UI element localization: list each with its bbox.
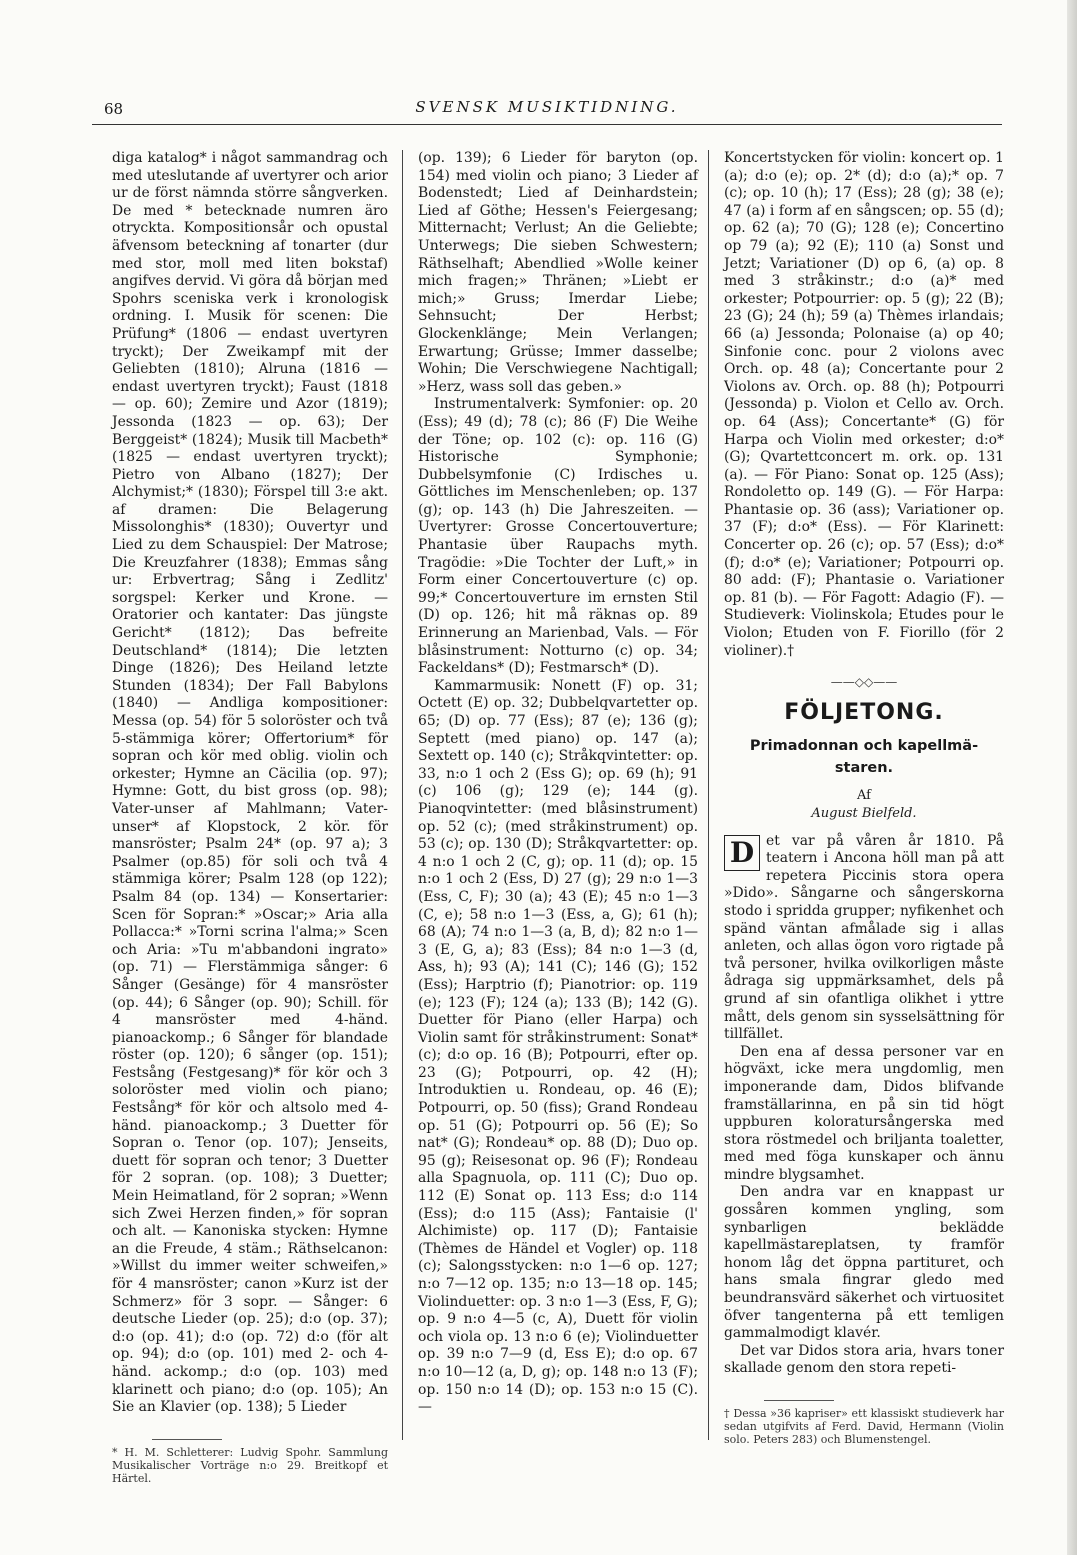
column-2 [418,150,698,1450]
col2-text: (op. 139); 6 Lieder för baryton (op. 154) med violin och piano; 3 Lieder af Bodenstedt; Lied af Deinhardstein; Lied af Göthe; Hessen's Feiergesang; Mitternacht; Verlust; An die Geliebte; Unterwegs; Die sieben Schwestern; Räthselhaft; Abendlied »Wolle keiner mich fragen;» Thränen; »Liebt er mich;» Gruss; Imerdar Liebe; Sehnsucht; Der Herbst; Glockenklänge; Mein Verlangen; Erwartung; Grüsse; Immer dasselbe; Wohin; Die Verschwiegene Nachtigall; »Herz, wass soll das geben.» [418,150,698,395]
page-number: 68 [104,100,124,118]
footnote-rule [152,1439,222,1440]
story-title-line2: staren. [834,760,894,777]
story-paragraph-2: Den ena af dessa personer var en högväxt, icke mera ungdomlig, men imponerande dam, Didos blifvande framställarinna, en på sin tid högt uppburen koloratursångerska med stora röstmedel och briljanta toaletter, med med föga kunskaper och ännu mindre blygsamhet. [724,1043,1004,1183]
col2-instrumental: Instrumentalverk: Symfonier: op. 20 (Ess); 49 (d); 78 (c); 86 (F) Die Weihe der Töne; op. 102 (c): op. 116 (G) Historische Symphonie; Dubbelsymfonie (C) Irdisches u. Göttliches im Menschenleben; op. 137 (g); op. 143 (h) Die Jahreszeiten. — Uvertyrer: Grosse Concertouverture; Phantasie über Raupachs myth. Tragödie: »Die Tochter der Luft,» in Form einer Concertouverture (c) op. 99;* Concertouverture im ernsten Stil (D) op. 126; hit må räknas op. 89 Erinnerung an Marienbad, Vals. — För blåsinstrument: Notturno (c) op. 34; Fackeldans* (D); Festmarsch* (D). [418,396,698,677]
col1-text: diga katalog* i något sammandrag och med uteslutande af uvertyrer och arior ur de först nämnda större sångverken. De med * betecknade numren äro otryckta. Kompositionsår och opustal äfvensom beteckning af tonarter (dur med stor, moll med liten bokstaf) angifves dervid. Vi göra då början med Spohrs sceniska verk i kronologisk ordning. I. Musik för scenen: Die Prüfung* (1806 — endast uvertyren tryckt); Der Zweikampf mit der Geliebten (1810); Alruna (1816 — endast uvertyren tryckt); Faust (1818 — op. 60); Zemire und Azor (1819); Jessonda (1823 — op. 63); Der Berggeist* (1824); Musik till Macbeth* (1825 — endast uvertyren tryckt); Pietro von Albano (1827); Der Alchymist;* (1830); Förspel till 3:e akt. af dramen: Die Belagerung Missolonghis* (1830); Ouvertyr und Lied zu dem Schauspiel: Der Matrose; Die Kreuzfahrer (1838); Emmas sång ur: Erbvertrag; Sång i Zedlitz' sorgspel: Kerker und Krone. — Oratorier och kantater: Das jüngste Gericht* (1812); Das befreite Deutschland* (1814); Die letzten Dinge (1826); Des Heiland letzte Stunden (1834); Der Fall Babylons (1840) — Andliga kompositioner: Messa (op. 54) för 5 soloröster och två 5-stämmiga körer; Offertorium* för sopran och kör med oblig. violin och orkester; Hymne an Cäcilia (op. 97); Hymne: Gott, du bist gross (op. 98); Vater-unser af Mahlmann; Vater-unser* af Klopstock, 2 kör. för mansröster; Psalm 24* (op. 97 a); 3 Psalmer (op.85) för soli och två 4 stämmiga körer; Psalm 128 (op 122); Psalm 84 (op. 134) — Konsertarier: Scen för Sopran:* »Oscar;» Aria alla Pollacca:* »Torni scrina l'alma;» Scen och Aria: »Tu m'abbandoni ingrato» (op. 71) — Flerstämmiga sånger: 6 Sånger (Gesänge) för 4 mansröster (op. 44); 6 Sånger (op. 90); Schill. för 4 mansröster med 4-händ. pianoackomp.; 6 Sånger för blandade röster (op. 120); 6 sånger (op. 151); Festsång (Festgesang)* för kör och 3 soloröster med violin och piano; Festsång* för kör och altsolo med 4-händ. pianoackomp.; 3 Duetter för Sopran o. Tenor (op. 107); Jenseits, duett för sopran och tenor; 3 Duetter för 2 sopran. (op. 108); 3 Duetter; Mein Heimatland, för 2 sopran; »Wenn sich Zwei Herzen finden,» för sopran och alt. — Kanoniska stycken: Hymne an die Freude, 4 stäm.; Räthselcanon: »Willst du immer weiter schweifen,» för 4 mansröster; canon »Kurz ist der Schmerz» för 3 sopr. — Sånger: 6 deutsche Lieder (op. 25); d:o (op. 37); d:o (op. 41); d:o (op. 72) d:o (för alt op. 94); d:o (op. 101) med 2- och 4-händ. ackomp.; d:o (op. 103) med klarinett och piano; d:o (op. 105); An Sie an Klavier (op. 138); 5 Lieder [112,150,388,1416]
column-1 [112,150,388,1485]
column-rule-2 [708,150,709,1440]
page-edge [1067,0,1077,1555]
footnote-rule-3 [764,1400,834,1401]
drop-cap: D [724,835,760,871]
story-paragraph-4: Det var Didos stora aria, hvars toner skallade genom den stora repeti- [724,1342,1004,1377]
col3-text: Koncertstycken för violin: koncert op. 1 (a); d:o (e); op. 2* (d); d:o (a);* op. 7 (c); op. 10 (h); 17 (Ess); 28 (g); 38 (e); 47 (a) i form af en sångscen; op. 55 (d); op. 62 (a); 70 (G); 128 (e); Concertino op 79 (a); 92 (E); 110 (a) Sonst und Jetzt; Variationer (D) op 6, (a) op. 8 med 3 stråkinstr.; d:o (a)* med orkester; Potpourrier: op. 5 (g); 22 (B); 23 (G); 24 (h); 59 (a) Thèmes irlandais; 66 (a) Jessonda; Polonaise (a) op 40; Sinfonie conc. pour 2 violons avec Orch. op. 48 (a); Concertante pour 2 Violons av. Orch. op. 88 (h); Potpourri (Jessonda) p. Violon et Cello av. Orch. op. 64 (Ass); Concertante* (G) för Harpa och Violin med orkester; d:o* (G); Qvartettconcert m. ork. op. 131 (a). — För Piano: Sonat op. 125 (Ass); Rondoletto op. 149 (G). — För Harpa: Phantasie op. 36 (ass); Variationer op. 37 (F); d:o* (Ess). — För Klarinett: Concerter op. 26 (c); op. 57 (Ess); d:o* (f); d:o* (e); Variationer; Potpourri op. 80 add: (F); Phantasie o. Variationer op. 81 (b). — För Fagott: Adagio (F). — Studieverk: Violinskola; Etudes pour le Violon; Etuden von F. Fiorillo (för 2 violiner).† [724,150,1004,659]
story-p1-text: et var på våren år 1810. På teatern i Ancona höll man på att repetera Piccinis stora opera »Dido». Sångarne och sångerskorna stodo i spridda grupper; nyfikenhet och spänd väntan afmålade sig i allas anleten, och allas ögon voro rigtade på två personer, hvilka ovilkorligen måste ådraga sig uppmärksamhet, dels på grund af sin ofantliga olikhet i yttre mått, dels genom sin sysselsättning för tillfället. [724,832,1004,1043]
column-3 [724,150,1004,1450]
story-title [724,735,1004,779]
story-paragraph-3: Den andra var en knappast ur gossåren kommen yngling, som synbarligen beklädde kapellmästareplatsen, ty framför honom låg det öppna partituret, och hans smala fingrar gledo med beundransvärd säkerhet och virtuositet öfver tangenterna på ett temligen gammalmodigt klavér. [724,1184,1004,1342]
byline-author: August Bielfeld. [811,806,917,821]
ornament-divider: ——◇◇—— [830,675,898,690]
feuilleton-heading: FÖLJETONG. [784,699,944,725]
story-paragraph-1 [724,833,1004,1044]
story-title-line1: Primadonnan och kapellmä- [749,738,979,755]
column-rule-1 [402,150,403,1440]
col3-footnote: † Dessa »36 kapriser» ett klassiskt studieverk har sedan utgifvits af Ferd. David, Hermann (Violin solo. Peters 283) och Blumenstengel. [724,1407,1004,1446]
byline-af: Af [857,788,871,804]
running-title: SVENSK MUSIKTIDNING. [415,98,679,116]
col2-chamber: Kammarmusik: Nonett (F) op. 31; Octett (E) op. 32; Dubbelqvartetter op. 65; (D) op. 77 (Ess); 87 (e); 136 (g); Septett (med piano) op. 147 (a); Sextett op. 140 (c); Stråkqvintetter: op. 33, n:o 1 och 2 (Ess G); op. 69 (h); 91 (c) 106 (g); 129 (e); 144 (g). Pianoqvintetter: (med blåsinstrument) op. 52 (c); (med stråkinstrument) op. 53 (c); op. 130 (D); Stråkqvartetter: op. 4 n:o 1 och 2 (C, g); op. 11 (d); op. 15 n:o 1 och 2 (Ess, D) 27 (g); 29 n:o 1—3 (Ess, C, F); 30 (a); 43 (E); 45 n:o 1—3 (C, e); 58 n:o 1—3 (Ess, a, G); 61 (h); 68 (A); 74 n:o 1—3 (a, B, d); 82 n:o 1—3 (E, G, a); 83 (Ess); 84 n:o 1—3 (d, Ass, h); 93 (A); 141 (C); 146 (G); 152 (Ess); Harptrio (f); Pianotrior: op. 119 (e); 123 (F); 124 (a); 133 (B); 142 (G). Duetter för Piano (eller Harpa) och Violin samt för stråkinstrument: Sonat* (c); d:o op. 16 (B); Potpourri, efter op. 23 (G); Potpourri, op. 42 (H); Introduktien u. Rondeau, op. 46 (E); Potpourri, op. 50 (fiss); Grand Rondeau op. 51 (G); Potpourri op. 56 (E); So nat* (G); Rondeau* op. 88 (D); Duo op. 95 (g); Reisesonat op. 96 (F); Rondeau alla Spagnuola, op. 111 (C); Duo op. 112 (E) Sonat op. 113 Ess; d:o 114 (Ess); d:o 115 (Ass); Fantaisie (l' Alchimiste) op. 117 (D); Fantaisie (Thèmes de Händel et Vogler) op. 118 (c); Salongsstycken: n:o 1—6 op. 127; n:o 7—12 op. 135; n:o 13—18 op. 145; Violinduetter: op. 3 n:o 1—3 (Ess, F, G); op. 9 n:o 4—5 (c, A), Duett för violin och viola op. 13 n:o 6 (e); Violinduetter op. 39 n:o 7—9 (d, Ess E); d:o op. 67 n:o 10—12 (a, D, g); op. 148 n:o 13 (F); op. 150 n:o 14 (D); op. 153 n:o 15 (C). — [418,677,698,1416]
col1-footnote: * H. M. Schletterer: Ludvig Spohr. Sammlung Musikalischer Vorträge n:o 29. Breitkopf et Härtel. [112,1445,388,1485]
page-header [92,94,1002,125]
